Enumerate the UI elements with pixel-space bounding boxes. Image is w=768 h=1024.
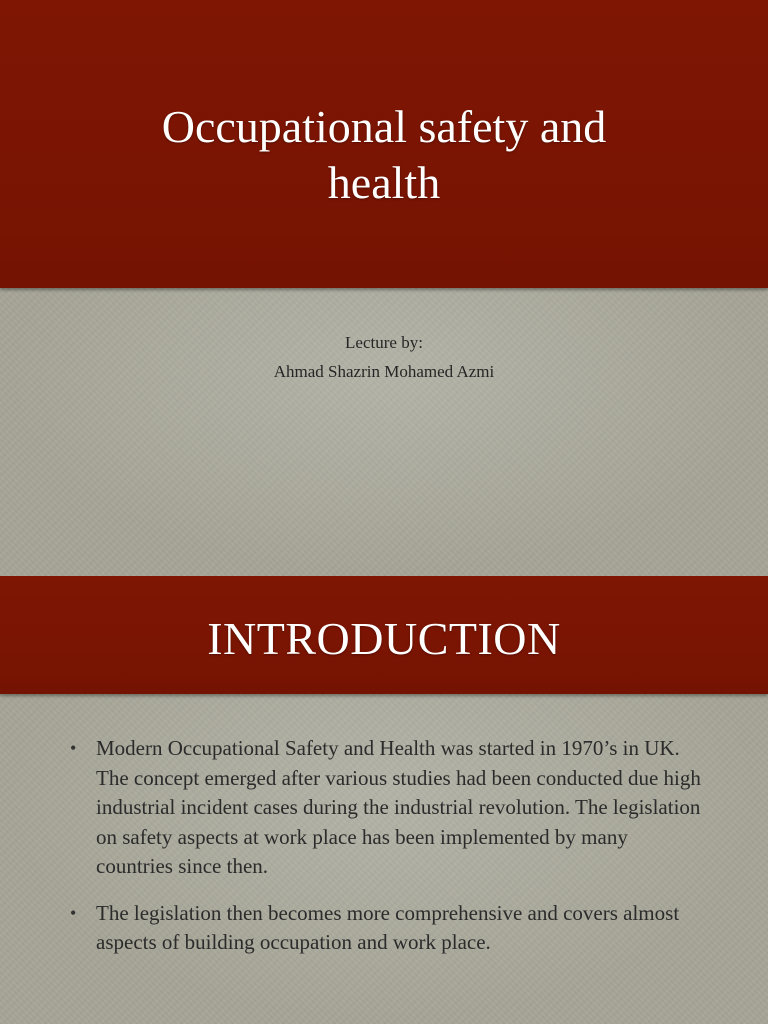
bullet-dot-icon: • — [70, 738, 77, 758]
introduction-heading: INTRODUCTION — [207, 613, 561, 664]
bullet-text: The legislation then becomes more comprehensive and covers almost aspects of building occupation and work place. — [96, 900, 680, 954]
introduction-body — [0, 694, 768, 1024]
bullet-item — [70, 734, 710, 882]
lecture-by-label: Lecture by: — [345, 333, 423, 352]
lecturer-name: Ahmad Shazrin Mohamed Azmi — [273, 362, 495, 381]
bullet-text: Modern Occupational Safety and Health was started in 1970’s in UK. The concept emerged after various studies had been conducted due high industrial incident cases during the industrial revolution. The legislation on safety aspects at work place has been implemented by many countries since then. — [96, 736, 701, 878]
introduction-title-band — [0, 576, 768, 694]
lecturer-block — [0, 328, 768, 386]
bullet-dot-icon: • — [70, 902, 77, 923]
bullet-item — [70, 899, 710, 958]
title-band — [0, 0, 768, 288]
title-slide-body — [0, 288, 768, 576]
slide-introduction — [0, 576, 768, 1024]
slide-title-heading: Occupational safety and health — [161, 100, 607, 208]
bullet-list — [70, 734, 710, 975]
